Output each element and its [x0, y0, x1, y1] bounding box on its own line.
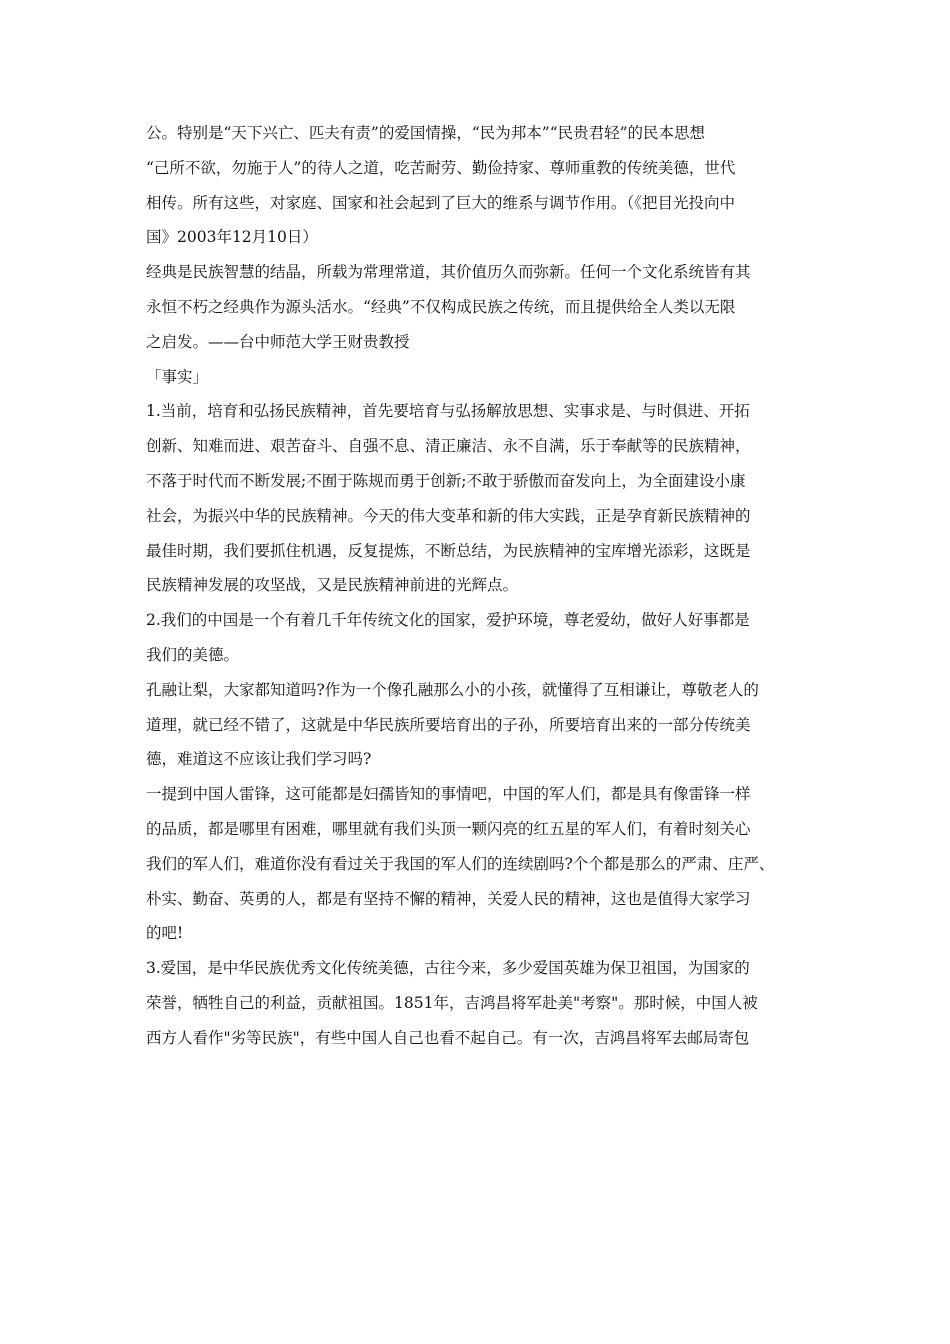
text-line: 我们的美德。 [146, 645, 240, 664]
text-line: 的吧! [146, 924, 184, 943]
text-line: 1.当前，培育和弘扬民族精神，首先要培育与弘扬解放思想、实事求是、与时俱进、开拓 [146, 402, 750, 421]
text-line: 的品质，都是哪里有困难，哪里就有我们头顶一颗闪亮的红五星的军人们，有着时刻关心 [146, 819, 751, 838]
text-line: 最佳时期，我们要抓住机遇，反复提炼，不断总结，为民族精神的宝库增光添彩，这既是 [146, 541, 751, 560]
text-line: 国》2003年12月10日） [146, 228, 318, 247]
text-line: 民族精神发展的攻坚战，又是民族精神前进的光辉点。 [146, 576, 519, 595]
text-line: 一提到中国人雷锋，这可能都是妇孺皆知的事情吧，中国的军人们，都是具有像雷锋一样 [146, 785, 751, 804]
text-line: 3.爱国，是中华民族优秀文化传统美德，古往今来，多少爱国英雄为保卫祖国，为国家的 [146, 959, 750, 978]
text-line: 西方人看作"劣等民族"，有些中国人自己也看不起自己。有一次，吉鸿昌将军去邮局寄包 [146, 1028, 750, 1047]
text-line: 2.我们的中国是一个有着几千年传统文化的国家，爱护环境，尊老爱幼，做好人好事都是 [146, 611, 750, 630]
text-line: 朴实、勤奋、英勇的人，都是有坚持不懈的精神，关爱人民的精神，这也是值得大家学习 [146, 889, 751, 908]
text-line: 经典是民族智慧的结晶，所载为常理常道，其价值历久而弥新。任何一个文化系统皆有其 [146, 263, 751, 282]
text-line: 永恒不朽之经典作为源头活水。“经典”不仅构成民族之传统，而且提供给全人类以无限 [146, 297, 736, 316]
text-line: 德，难道这不应该让我们学习吗? [146, 750, 372, 769]
text-line: 社会，为振兴中华的民族精神。今天的伟大变革和新的伟大实践，正是孕育新民族精神的 [146, 506, 751, 525]
text-line: 道理，就已经不错了，这就是中华民族所要培育出的子孙，所要培育出来的一部分传统美 [146, 715, 751, 734]
text-line: 荣誉，牺牲自己的利益，贡献祖国。1851年，吉鸿昌将军赴美"考察"。那时候，中国人被 [146, 993, 758, 1012]
text-line: 我们的军人们，难道你没有看过关于我国的军人们的连续剧吗?个个都是那么的严肃、庄严、 [146, 854, 775, 873]
text-line: 孔融让梨，大家都知道吗?作为一个像孔融那么小的小孩，就懂得了互相谦让，尊敬老人的 [146, 680, 759, 699]
text-line: 不落于时代而不断发展;不囿于陈规而勇于创新;不敢于骄傲而奋发向上，为全面建设小康 [146, 471, 746, 490]
document-page [146, 116, 816, 1056]
text-line: “己所不欲，勿施于人”的待人之道，吃苦耐劳、勤俭持家、尊师重教的传统美德，世代 [146, 158, 736, 177]
text-line: 相传。所有这些，对家庭、国家和社会起到了巨大的维系与调节作用。（《把目光投向中 [146, 193, 736, 212]
text-line: 之启发。——台中师范大学王财贵教授 [146, 332, 410, 351]
text-line: 公。特别是“天下兴亡、匹夫有责”的爱国情操，“民为邦本”“民贵君轻”的民本思想 [146, 124, 706, 142]
section-heading: 「事实」 [146, 367, 209, 386]
text-line: 创新、知难而进、艰苦奋斗、自强不息、清正廉洁、永不自满，乐于奉献等的民族精神， [146, 437, 751, 456]
